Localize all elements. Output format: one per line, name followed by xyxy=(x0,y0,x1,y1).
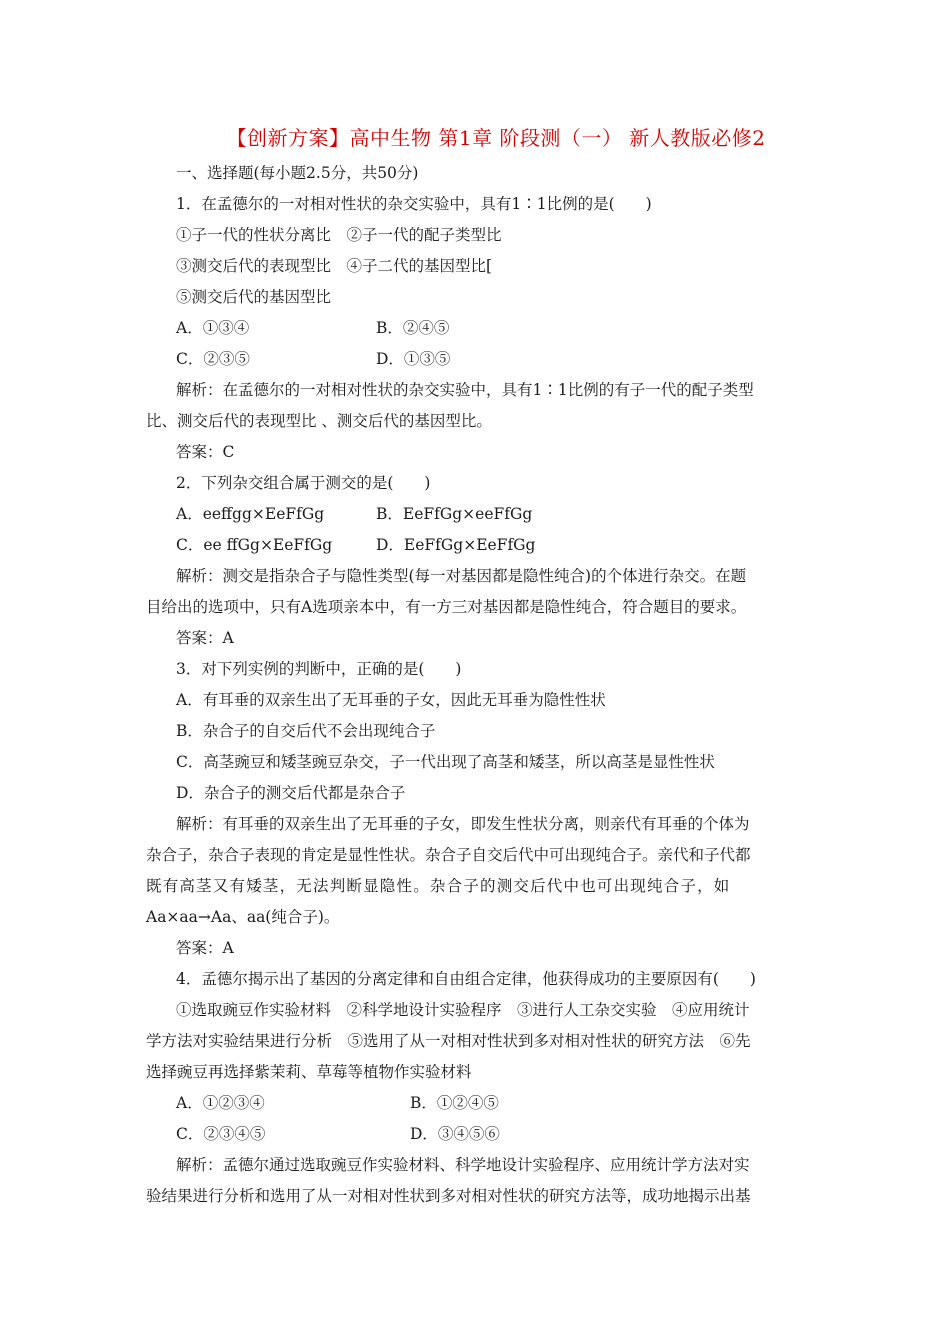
q2-answer: 答案：A xyxy=(176,629,234,647)
q4-items-line-3: 选择豌豆再选择紫茉莉、草莓等植物作实验材料 xyxy=(146,1063,472,1081)
q3-analysis-line-2: 杂合子，杂合子表现的肯定是显性性状。杂合子自交后代中可出现纯合子。亲代和子代都 xyxy=(146,846,751,864)
q4-items-line-1: ①选取豌豆作实验材料 ②科学地设计实验程序 ③进行人工杂交实验 ④应用统计 xyxy=(176,1001,750,1019)
q1-stem: 1．在孟德尔的一对相对性状的杂交实验中，具有1∶1比例的是( ) xyxy=(176,195,652,213)
q4-items-line-2: 学方法对实验结果进行分析 ⑤选用了从一对相对性状到多对相对性状的研究方法 ⑥先 xyxy=(146,1032,751,1050)
q1-analysis-line-2: 比、测交后代的表现型比 、测交后代的基因型比。 xyxy=(146,412,492,430)
q2-option-b: B．EeFfGg×eeFfGg xyxy=(376,505,533,523)
q4-stem: 4．孟德尔揭示出了基因的分离定律和自由组合定律，他获得成功的主要原因有( ) xyxy=(176,970,756,988)
q4-analysis-line-1: 解析：孟德尔通过选取豌豆作实验材料、科学地设计实验程序、应用统计学方法对实 xyxy=(176,1156,750,1174)
q3-option-d: D．杂合子的测交后代都是杂合子 xyxy=(176,784,406,802)
section-heading: 一、选择题(每小题2.5分，共50分) xyxy=(176,164,419,182)
q3-answer: 答案：A xyxy=(176,939,234,957)
q3-option-a: A．有耳垂的双亲生出了无耳垂的子女，因此无耳垂为隐性性状 xyxy=(176,691,606,709)
q2-option-a: A．eeffgg×EeFfGg xyxy=(176,505,325,523)
q2-analysis-line-2: 目给出的选项中，只有A选项亲本中，有一方三对基因都是隐性纯合，符合题目的要求。 xyxy=(146,598,747,616)
q2-option-c: C．ee ffGg×EeFfGg xyxy=(176,536,333,554)
q1-answer: 答案：C xyxy=(176,443,235,461)
document-title: 【创新方案】高中生物 第1章 阶段测（一） 新人教版必修2 xyxy=(226,126,766,150)
q4-option-c: C．②③④⑤ xyxy=(176,1125,266,1143)
q2-analysis-line-1: 解析：测交是指杂合子与隐性类型(每一对基因都是隐性纯合)的个体进行杂交。在题 xyxy=(176,567,747,585)
q2-stem: 2．下列杂交组合属于测交的是( ) xyxy=(176,474,431,492)
q3-option-c: C．高茎豌豆和矮茎豌豆杂交，子一代出现了高茎和矮茎，所以高茎是显性性状 xyxy=(176,753,715,771)
q1-option-c: C．②③⑤ xyxy=(176,350,250,368)
q1-option-a: A．①③④ xyxy=(176,319,250,337)
q1-item-1: ①子一代的性状分离比 ②子一代的配子类型比 xyxy=(176,226,502,244)
q3-option-b: B．杂合子的自交后代不会出现纯合子 xyxy=(176,722,436,740)
q1-option-b: B．②④⑤ xyxy=(376,319,450,337)
q3-analysis-line-3: 既有高茎又有矮茎，无法判断显隐性。杂合子的测交后代中也可出现纯合子，如 xyxy=(146,877,731,895)
q4-option-b: B．①②④⑤ xyxy=(410,1094,499,1112)
q4-option-a: A．①②③④ xyxy=(176,1094,265,1112)
q3-analysis-line-4: Aa×aa→Aa、aa(纯合子)。 xyxy=(146,908,340,926)
q1-item-3: ⑤测交后代的基因型比 xyxy=(176,288,332,306)
q4-analysis-line-2: 验结果进行分析和选用了从一对相对性状到多对相对性状的研究方法等，成功地揭示出基 xyxy=(146,1187,751,1205)
q4-option-d: D．③④⑤⑥ xyxy=(410,1125,500,1143)
q1-analysis-line-1: 解析：在孟德尔的一对相对性状的杂交实验中，具有1∶1比例的有子一代的配子类型 xyxy=(176,381,754,399)
q2-option-d: D．EeFfGg×EeFfGg xyxy=(376,536,536,554)
q1-item-2: ③测交后代的表现型比 ④子二代的基因型比[ xyxy=(176,257,493,275)
q3-analysis-line-1: 解析：有耳垂的双亲生出了无耳垂的子女，即发生性状分离，则亲代有耳垂的个体为 xyxy=(176,815,750,833)
q1-option-d: D．①③⑤ xyxy=(376,350,451,368)
q3-stem: 3．对下列实例的判断中，正确的是( ) xyxy=(176,660,462,678)
